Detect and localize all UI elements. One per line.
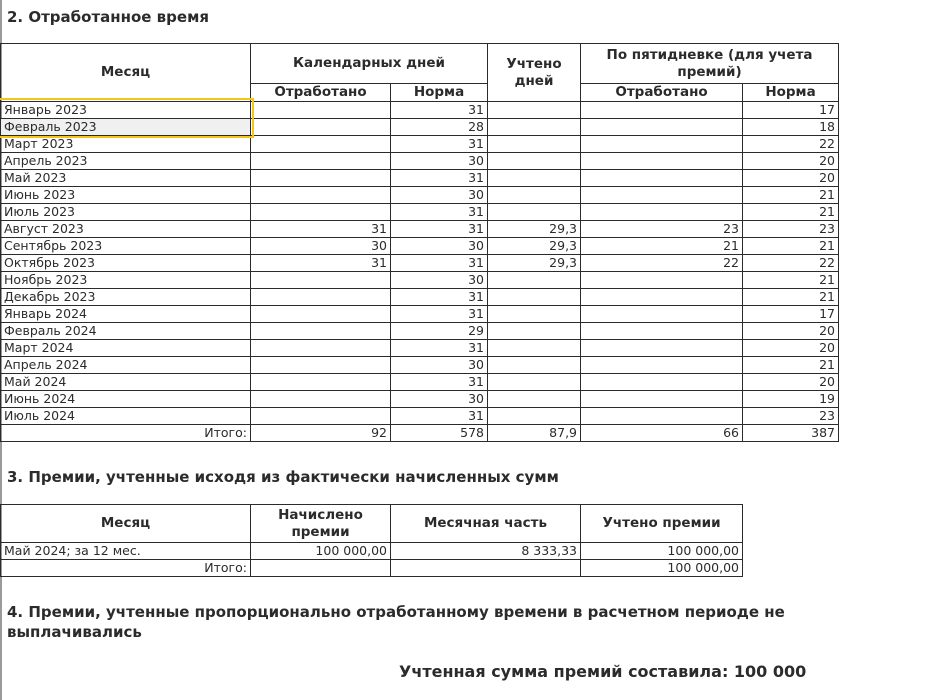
row-cal-norm: 30: [391, 391, 488, 408]
row-month: Март 2023: [1, 136, 251, 153]
header-cal-norm: Норма: [391, 84, 488, 102]
row-counted-days: [488, 340, 581, 357]
total-cal-norm: 578: [391, 425, 488, 442]
row-fd-norm: 22: [743, 136, 839, 153]
row-cal-worked: [251, 289, 391, 306]
row-counted: 100 000,00: [581, 543, 743, 560]
header-counted-bonus: Учтено премии: [581, 505, 743, 543]
row-month: Ноябрь 2023: [1, 272, 251, 289]
row-cal-norm: 30: [391, 357, 488, 374]
row-fd-worked: 23: [581, 221, 743, 238]
row-counted-days: [488, 272, 581, 289]
row-fd-worked: 22: [581, 255, 743, 272]
row-month: Май 2023: [1, 170, 251, 187]
row-month: Июль 2023: [1, 204, 251, 221]
row-counted-days: 29,3: [488, 221, 581, 238]
total-counted: 100 000,00: [581, 560, 743, 577]
table-row: [1, 204, 839, 221]
row-cal-norm: 31: [391, 408, 488, 425]
row-counted-days: [488, 306, 581, 323]
row-fd-norm: 21: [743, 238, 839, 255]
row-fd-norm: 20: [743, 374, 839, 391]
row-cal-worked: [251, 204, 391, 221]
row-month: Май 2024: [1, 374, 251, 391]
row-cal-norm: 29: [391, 323, 488, 340]
header-month: Месяц: [1, 505, 251, 543]
table-row: [1, 323, 839, 340]
table-row: [1, 289, 839, 306]
table-row: [1, 102, 839, 119]
table-row: [1, 221, 839, 238]
row-cal-worked: [251, 357, 391, 374]
row-counted-days: [488, 408, 581, 425]
row-counted-days: [488, 102, 581, 119]
row-cal-norm: 30: [391, 272, 488, 289]
row-cal-worked: [251, 408, 391, 425]
row-month: Август 2023: [1, 221, 251, 238]
row-cal-worked: 31: [251, 255, 391, 272]
row-cal-worked: 31: [251, 221, 391, 238]
row-month: Июнь 2024: [1, 391, 251, 408]
total-label: Итого:: [1, 425, 251, 442]
row-fd-worked: [581, 136, 743, 153]
section-4-title: 4. Премии, учтенные пропорционально отработанному времени в расчетном периоде не выплачивались: [7, 603, 785, 641]
header-fd-worked: Отработано: [581, 84, 743, 102]
table-row: [1, 408, 839, 425]
row-month: Декабрь 2023: [1, 289, 251, 306]
header-monthly-part: Месячная часть: [391, 505, 581, 543]
row-fd-worked: [581, 187, 743, 204]
row-fd-norm: 23: [743, 221, 839, 238]
row-cal-norm: 31: [391, 255, 488, 272]
total-label: Итого:: [1, 560, 251, 577]
row-fd-norm: 21: [743, 204, 839, 221]
row-fd-worked: [581, 102, 743, 119]
row-cal-norm: 30: [391, 238, 488, 255]
section-2-title: 2. Отработанное время: [7, 8, 209, 26]
row-counted-days: [488, 357, 581, 374]
row-fd-norm: 22: [743, 255, 839, 272]
row-cal-worked: [251, 119, 391, 136]
table-row: [1, 272, 839, 289]
row-cal-worked: [251, 102, 391, 119]
row-cal-worked: [251, 153, 391, 170]
table-row: [1, 543, 743, 560]
row-cal-norm: 31: [391, 306, 488, 323]
row-cal-norm: 30: [391, 153, 488, 170]
row-cal-worked: 30: [251, 238, 391, 255]
row-cal-norm: 31: [391, 170, 488, 187]
row-cal-norm: 31: [391, 340, 488, 357]
row-fd-worked: [581, 204, 743, 221]
row-counted-days: [488, 374, 581, 391]
row-cal-worked: [251, 391, 391, 408]
worked-time-rows: [1, 102, 839, 425]
row-month: Февраль 2024: [1, 323, 251, 340]
row-fd-worked: 21: [581, 238, 743, 255]
row-cal-norm: 31: [391, 374, 488, 391]
row-cal-worked: [251, 323, 391, 340]
row-counted-days: [488, 119, 581, 136]
row-cal-worked: [251, 306, 391, 323]
header-counted-days: Учтено дней: [488, 44, 581, 102]
row-cal-worked: [251, 187, 391, 204]
row-fd-worked: [581, 306, 743, 323]
row-fd-worked: [581, 119, 743, 136]
table-row: [1, 238, 839, 255]
row-month: Июнь 2023: [1, 187, 251, 204]
table-row: [1, 306, 839, 323]
row-counted-days: [488, 323, 581, 340]
row-cal-norm: 28: [391, 119, 488, 136]
row-fd-worked: [581, 374, 743, 391]
row-counted-days: [488, 289, 581, 306]
table-row: [1, 357, 839, 374]
row-counted-days: [488, 153, 581, 170]
row-fd-norm: 21: [743, 187, 839, 204]
row-fd-worked: [581, 340, 743, 357]
row-counted-days: 29,3: [488, 238, 581, 255]
row-fd-worked: [581, 272, 743, 289]
row-month: Январь 2023: [1, 102, 251, 119]
row-cal-norm: 31: [391, 136, 488, 153]
row-month: Февраль 2023: [1, 119, 251, 136]
table-row: [1, 170, 839, 187]
header-cal-worked: Отработано: [251, 84, 391, 102]
row-monthly-part: 8 333,33: [391, 543, 581, 560]
total-monthly-part: [391, 560, 581, 577]
row-fd-norm: 21: [743, 272, 839, 289]
table-row: [1, 374, 839, 391]
table-row: [1, 187, 839, 204]
row-fd-norm: 21: [743, 289, 839, 306]
row-cal-norm: 31: [391, 102, 488, 119]
row-fd-worked: [581, 153, 743, 170]
row-fd-norm: 20: [743, 153, 839, 170]
table-row: [1, 391, 839, 408]
row-month: Апрель 2024: [1, 357, 251, 374]
row-fd-norm: 17: [743, 306, 839, 323]
row-month: Сентябрь 2023: [1, 238, 251, 255]
total-accrued: [251, 560, 391, 577]
row-cal-norm: 31: [391, 204, 488, 221]
row-counted-days: [488, 136, 581, 153]
row-fd-norm: 21: [743, 357, 839, 374]
row-fd-norm: 17: [743, 102, 839, 119]
section-3-title: 3. Премии, учтенные исходя из фактически начисленных сумм: [7, 468, 559, 486]
total-cal-worked: 92: [251, 425, 391, 442]
row-fd-worked: [581, 170, 743, 187]
table-row: [1, 255, 839, 272]
row-fd-norm: 19: [743, 391, 839, 408]
total-row: [1, 560, 743, 577]
row-counted-days: [488, 170, 581, 187]
row-fd-norm: 23: [743, 408, 839, 425]
row-counted-days: [488, 204, 581, 221]
header-fd-norm: Норма: [743, 84, 839, 102]
row-month: Октябрь 2023: [1, 255, 251, 272]
row-fd-norm: 20: [743, 323, 839, 340]
total-counted: 87,9: [488, 425, 581, 442]
total-fd-worked: 66: [581, 425, 743, 442]
bonus-accrued-table: [0, 504, 743, 577]
row-fd-worked: [581, 357, 743, 374]
row-counted-days: [488, 187, 581, 204]
row-cal-norm: 31: [391, 289, 488, 306]
row-month: Май 2024; за 12 мес.: [1, 543, 251, 560]
row-month: Апрель 2023: [1, 153, 251, 170]
header-calendar-days: Календарных дней: [251, 44, 488, 84]
row-fd-norm: 20: [743, 170, 839, 187]
row-fd-worked: [581, 391, 743, 408]
row-month: Июль 2024: [1, 408, 251, 425]
row-fd-norm: 20: [743, 340, 839, 357]
row-cal-norm: 30: [391, 187, 488, 204]
row-month: Январь 2024: [1, 306, 251, 323]
header-five-day: По пятидневке (для учета премий): [581, 44, 839, 84]
row-counted-days: [488, 391, 581, 408]
row-fd-worked: [581, 408, 743, 425]
bonus-sum-summary: Учтенная сумма премий составила: 100 000: [399, 662, 807, 681]
row-cal-worked: [251, 136, 391, 153]
row-cal-worked: [251, 272, 391, 289]
row-fd-worked: [581, 289, 743, 306]
table-row: [1, 136, 839, 153]
row-counted-days: 29,3: [488, 255, 581, 272]
header-month: Месяц: [1, 44, 251, 102]
row-cal-norm: 31: [391, 221, 488, 238]
row-fd-worked: [581, 323, 743, 340]
row-cal-worked: [251, 374, 391, 391]
row-cal-worked: [251, 170, 391, 187]
row-cal-worked: [251, 340, 391, 357]
total-row: [1, 425, 839, 442]
row-month: Март 2024: [1, 340, 251, 357]
table-row: [1, 153, 839, 170]
table-row: [1, 119, 839, 136]
header-accrued: Начислено премии: [251, 505, 391, 543]
table-row: [1, 340, 839, 357]
row-accrued: 100 000,00: [251, 543, 391, 560]
worked-time-table: [0, 43, 839, 442]
row-fd-norm: 18: [743, 119, 839, 136]
total-fd-norm: 387: [743, 425, 839, 442]
